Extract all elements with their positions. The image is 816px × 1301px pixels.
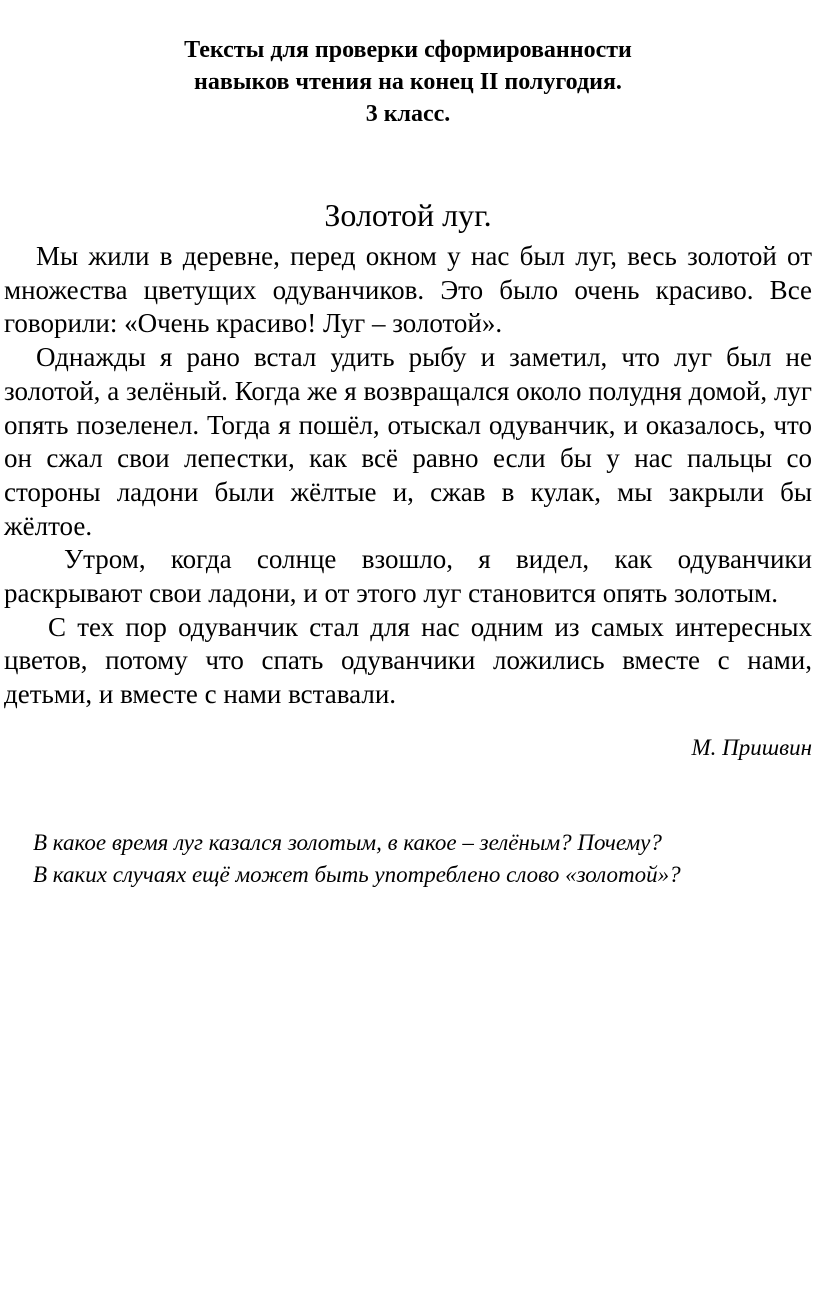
story-paragraph-4: С тех пор одуванчик стал для нас одним из самых интересных цветов, потому что спать одуванчики ложились вместе с нами, детьми, и вместе с нами вставали. [4,611,812,710]
document-header [0,34,816,130]
question-2: В каких случаях ещё может быть употреблено слово «золотой»? [33,862,681,887]
header-line-3: 3 класс. [365,101,451,127]
story-body [4,240,812,712]
header-line-1: Тексты для проверки сформированности [184,37,632,63]
story-paragraph-1: Мы жили в деревне, перед окном у нас был луг, весь золотой от множества цветущих одуванчиков. Это было очень красиво. Все говорили: «Очень красиво! Луг – золотой». [4,241,812,339]
story-paragraph-3: Утром, когда солнце взошло, я видел, как одуванчики раскрывают свои ладони, и от этого луг становится опять золотым. [4,544,812,609]
story-paragraph-2: Однажды я рано встал удить рыбу и заметил, что луг был не золотой, а зелёный. Когда же я возвращался около полудня домой, луг опять позеленел. Тогда я пошёл, отыскал одуванчик, и оказалось, что он сжал свои лепестки, как всё равно если бы у нас пальцы со стороны ладони были жёлтые и, сжав в кулак, мы закрыли бы жёлтое. [4,342,812,541]
story-author: М. Пришвин [691,735,812,760]
questions-block [33,827,803,891]
story-title: Золотой луг. [324,197,492,233]
header-line-2: навыков чтения на конец II полугодия. [194,69,622,95]
question-1: В какое время луг казался золотым, в какое – зелёным? Почему? [33,830,662,855]
